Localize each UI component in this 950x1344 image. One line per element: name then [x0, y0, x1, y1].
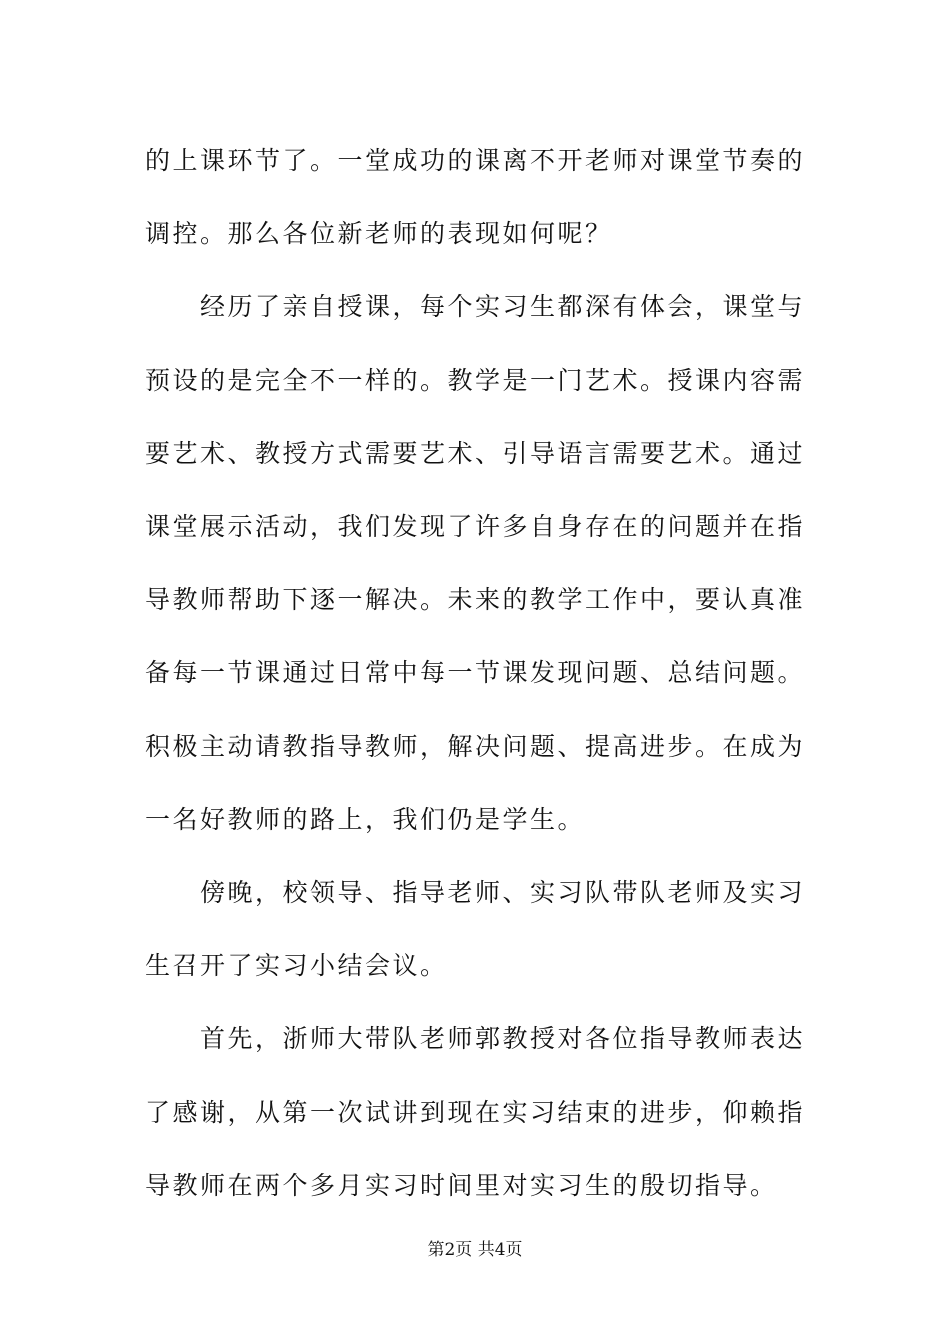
paragraph-4: 首先，浙师大带队老师郭教授对各位指导教师表达了感谢，从第一次试讲到现在实习结束的进步，仰赖指导教师在两个多月实习时间里对实习生的殷切指导。 [145, 1024, 806, 1200]
paragraph-1: 的上课环节了。一堂成功的课离不开老师对课堂节奏的调控。那么各位新老师的表现如何呢？ [145, 146, 806, 249]
paragraph-2: 经历了亲自授课，每个实习生都深有体会，课堂与预设的是完全不一样的。教学是一门艺术。授课内容需要艺术、教授方式需要艺术、引导语言需要艺术。通过课堂展示活动，我们发现了许多自身存在的问题并在指导教师帮助下逐一解决。未来的教学工作中，要认真准备每一节课通过日常中每一节课发现问题、总结问题。积极主动请教指导教师，解决问题、提高进步。在成为一名好教师的路上，我们仍是学生。 [145, 292, 806, 834]
document-body [145, 124, 805, 1222]
page-number-footer: 第2页 共4页 [427, 1240, 523, 1260]
paragraph-3: 傍晚，校领导、指导老师、实习队带队老师及实习生召开了实习小结会议。 [145, 878, 806, 981]
